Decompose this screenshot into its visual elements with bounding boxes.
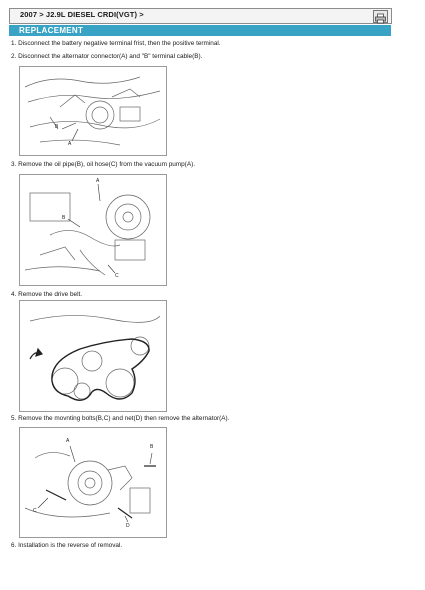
figure-label: B [150, 444, 154, 450]
figure-label: D [126, 523, 130, 529]
printer-icon[interactable] [373, 10, 388, 23]
figure-label: B [55, 124, 59, 130]
alternator-removal-illustration [20, 428, 166, 537]
figure-vacuum-pump [19, 174, 167, 286]
step-6: 6. Installation is the reverse of removal. [11, 542, 123, 549]
step-4: 4. Remove the drive belt. [11, 291, 83, 298]
figure-alternator-connector [19, 66, 167, 156]
alternator-connector-illustration [20, 67, 166, 155]
step-5: 5. Remove the movnting bolts(B,C) and net(D) then remove the alternator(A). [11, 415, 230, 422]
figure-label: A [96, 178, 100, 184]
section-heading-bar [9, 25, 391, 36]
figure-label: A [68, 141, 72, 147]
step-2: 2. Disconnect the alternator connector(A) and "B" terminal cable(B). [11, 53, 203, 60]
vacuum-pump-illustration [20, 175, 166, 285]
figure-alternator-removal [19, 427, 167, 538]
figure-label: C [115, 273, 119, 279]
step-1: 1. Disconnect the battery negative terminal frist, then the positive terminal. [11, 40, 221, 47]
step-3: 3. Remove the oil pipe(B), oil hose(C) from the vacuum pump(A). [11, 161, 195, 168]
figure-label: A [66, 438, 70, 444]
figure-label: C [33, 508, 37, 514]
figure-label: B [62, 215, 66, 221]
breadcrumb[interactable]: 2007 > J2.9L DIESEL CRDI(VGT) > [20, 10, 144, 19]
breadcrumb-bar [9, 8, 392, 24]
section-title: REPLACEMENT [19, 26, 84, 35]
drive-belt-illustration [20, 301, 166, 411]
figure-drive-belt [19, 300, 167, 412]
